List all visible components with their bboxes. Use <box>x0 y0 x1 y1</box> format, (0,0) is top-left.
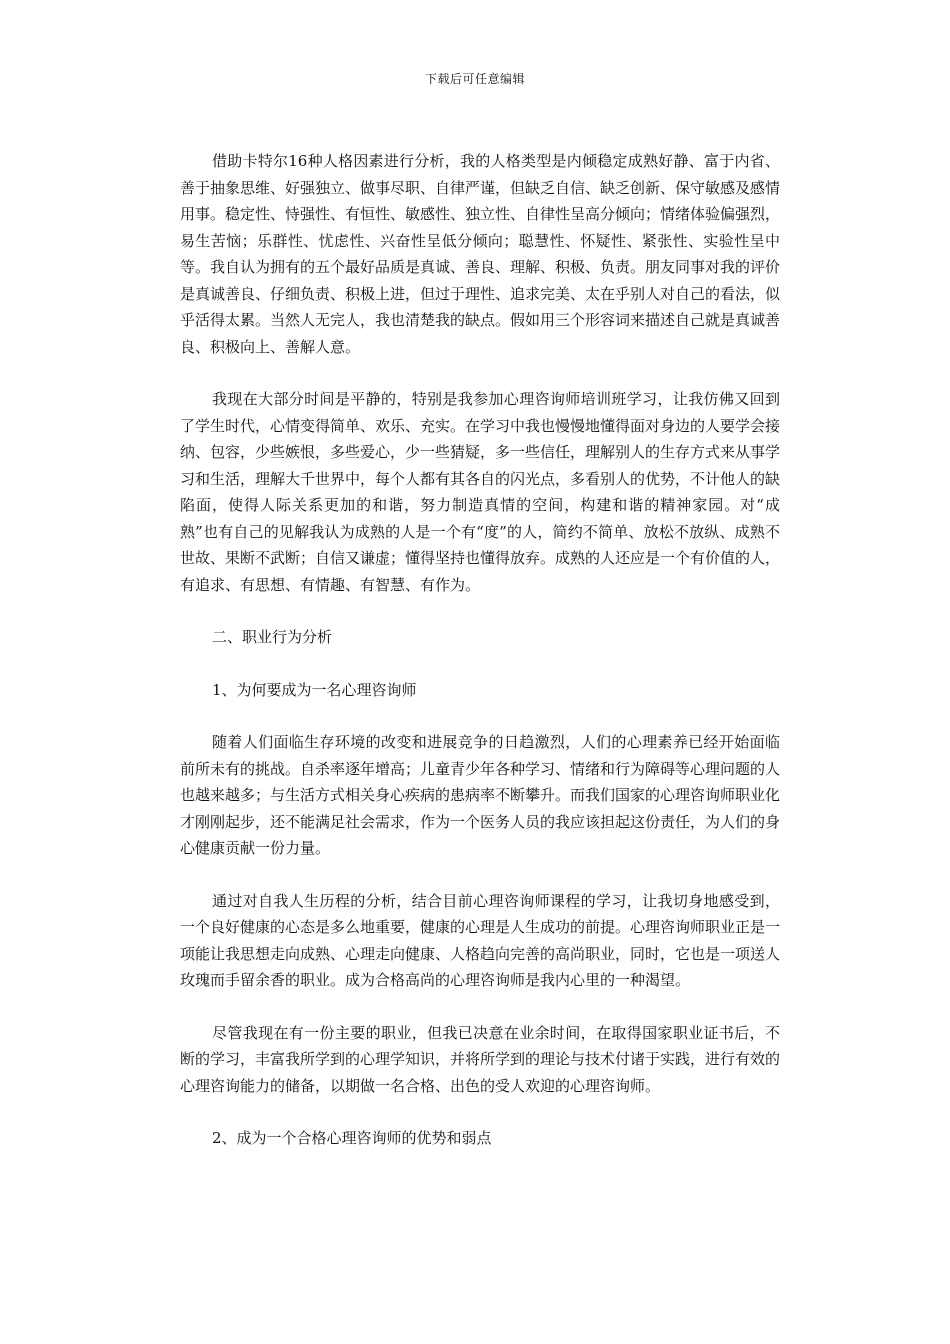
section-heading-career-behavior: 二、职业行为分析 <box>212 628 333 646</box>
paragraph-current-state: 我现在大部分时间是平静的，特别是我参加心理咨询师培训班学习，让我仿佛又回到了学生时代，心情变得简单、欢乐、充实。在学习中我也慢慢地懂得面对身边的人要学会接纳、包容，少些嫉恨，多些爱心，少一些猜疑，多一些信任，理解别人的生存方式来从事学习和生活，理解大千世界中，每个人都有其各自的闪光点，多看别人的优势，不计他人的缺陷面，使得人际关系更加的和谐，努力制造真情的空间，构建和谐的精神家园。对“成熟”也有自己的见解我认为成熟的人是一个有“度”的人，简约不简单、放松不放纵、成熟不世故、果断不武断；自信又谦虚；懂得坚持也懂得放弃。成熟的人还应是一个有价值的人，有追求、有思想、有情趣、有智慧、有作为。 <box>180 390 781 594</box>
subheading-strengths-weaknesses: 2、成为一个合格心理咨询师的优势和弱点 <box>212 1129 492 1147</box>
document-body <box>180 148 780 1178</box>
paragraph-future-plan: 尽管我现在有一份主要的职业，但我已决意在业余时间，在取得国家职业证书后，不断的学习，丰富我所学到的心理学知识，并将所学到的理论与技术付诸于实践，进行有效的心理咨询能力的储备，以期做一名合格、出色的受人欢迎的心理咨询师。 <box>180 1023 781 1095</box>
subheading-why-counselor: 1、为何要成为一名心理咨询师 <box>212 680 417 699</box>
paragraph-social-need: 随着人们面临生存环境的改变和进展竞争的日趋激烈，人们的心理素养已经开始面临前所未有的挑战。自杀率逐年增高；儿童青少年各种学习、情绪和行为障碍等心理问题的人也越来越多；与生活方式相关身心疾病的患病率不断攀升。而我们国家的心理咨询师职业化才刚刚起步，还不能满足社会需求，作为一个医务人员的我应该担起这份责任，为人们的身心健康贡献一份力量。 <box>180 733 781 857</box>
paragraph-self-reflection: 通过对自我人生历程的分析，结合目前心理咨询师课程的学习，让我切身地感受到，一个良好健康的心态是多么地重要，健康的心理是人生成功的前提。心理咨询师职业正是一项能让我思想走向成熟、心理走向健康、人格趋向完善的高尚职业，同时，它也是一项送人玫瑰而手留余香的职业。成为合格高尚的心理咨询师是我内心里的一种渴望。 <box>180 891 781 989</box>
paragraph-personality-analysis: 借助卡特尔16种人格因素进行分析，我的人格类型是内倾稳定成熟好静、富于内省、善于抽象思维、好强独立、做事尽职、自律严谨，但缺乏自信、缺乏创新、保守敏感及感情用事。稳定性、恃强性、有恒性、敏感性、独立性、自律性呈高分倾向；情绪体验偏强烈，易生苦恼；乐群性、忧虑性、兴奋性呈低分倾向；聪慧性、怀疑性、紧张性、实验性呈中等。我自认为拥有的五个最好品质是真诚、善良、理解、积极、负责。朋友同事对我的评价是真诚善良、仔细负责、积极上进，但过于理性、追求完美、太在乎别人对自己的看法，似乎活得太累。当然人无完人，我也清楚我的缺点。假如用三个形容词来描述自己就是真诚善良、积极向上、善解人意。 <box>180 152 781 356</box>
page-header-note: 下载后可任意编辑 <box>424 72 525 86</box>
